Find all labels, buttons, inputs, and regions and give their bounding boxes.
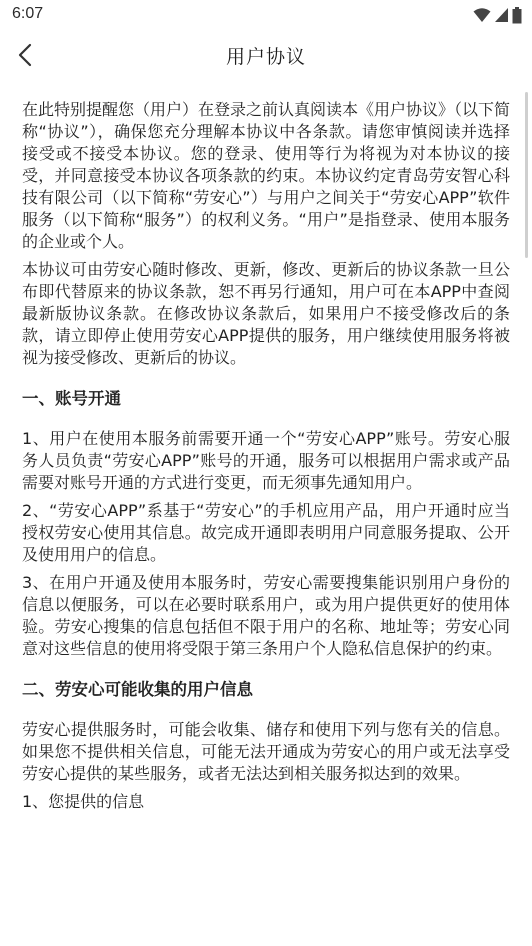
status-time: 6:07: [12, 5, 44, 22]
section-1-paragraph-2: 2、“劳安心APP”系基于“劳安心”的手机应用产品，用户开通时应当授权劳安心使用其信息。故完成开通即表明用户同意服务提取、公开及使用用户的信息。: [22, 501, 510, 564]
section-2-subheading-1: 1、您提供的信息: [22, 792, 145, 811]
scrollbar[interactable]: [525, 92, 528, 258]
agreement-content: [22, 99, 510, 813]
wifi-icon: [473, 7, 491, 23]
signal-icon: [494, 7, 509, 23]
status-icons: [473, 6, 522, 24]
battery-icon: [512, 7, 522, 24]
section-1-paragraph-3: 3、在用户开通及使用本服务时，劳安心需要搜集能识别用户身份的信息以便服务，可以在必要时联系用户，或为用户提供更好的使用体验。劳安心搜集的信息包括但不限于用户的名称、地址等；劳安心同意对这些信息的使用将受限于第三条用户个人隐私信息保护的约束。: [22, 573, 510, 658]
section-1-paragraph-1: 1、用户在使用本服务前需要开通一个“劳安心APP”账号。劳安心服务人员负责“劳安心APP”账号的开通，服务可以根据用户需求或产品需要对账号开通的方式进行变更，而无须事先通知用户。: [22, 429, 510, 492]
navigation-bar: [0, 30, 532, 80]
intro-paragraph-1: 在此特别提醒您（用户）在登录之前认真阅读本《用户协议》（以下简称“协议”），确保您充分理解本协议中各条款。请您审慎阅读并选择接受或不接受本协议。您的登录、使用等行为将视为对本协议的接受，并同意接受本协议各项条款的约束。本协议约定青岛劳安智心科技有限公司（以下简称“劳安心”）与用户之间关于“劳安心APP”软件服务（以下简称“服务”）的权利义务。“用户”是指登录、使用本服务的企业或个人。: [22, 100, 511, 251]
page-title: 用户协议: [225, 46, 306, 68]
intro-paragraph-2: 本协议可由劳安心随时修改、更新，修改、更新后的协议条款一旦公布即代替原来的协议条款，恕不再另行通知，用户可在本APP中查阅最新版协议条款。在修改协议条款后，如果用户不接受修改后的条款，请立即停止使用劳安心APP提供的服务，用户继续使用服务将被视为接受修改、更新后的协议。: [22, 260, 510, 367]
section-2-heading: 二、劳安心可能收集的用户信息: [22, 680, 253, 699]
section-2-paragraph-1: 劳安心提供服务时，可能会收集、储存和使用下列与您有关的信息。如果您不提供相关信息，可能无法开通成为劳安心的用户或无法享受劳安心提供的某些服务，或者无法达到相关服务拟达到的效果。: [22, 720, 510, 783]
status-bar: [0, 0, 532, 30]
section-1-heading: 一、账号开通: [22, 389, 121, 408]
